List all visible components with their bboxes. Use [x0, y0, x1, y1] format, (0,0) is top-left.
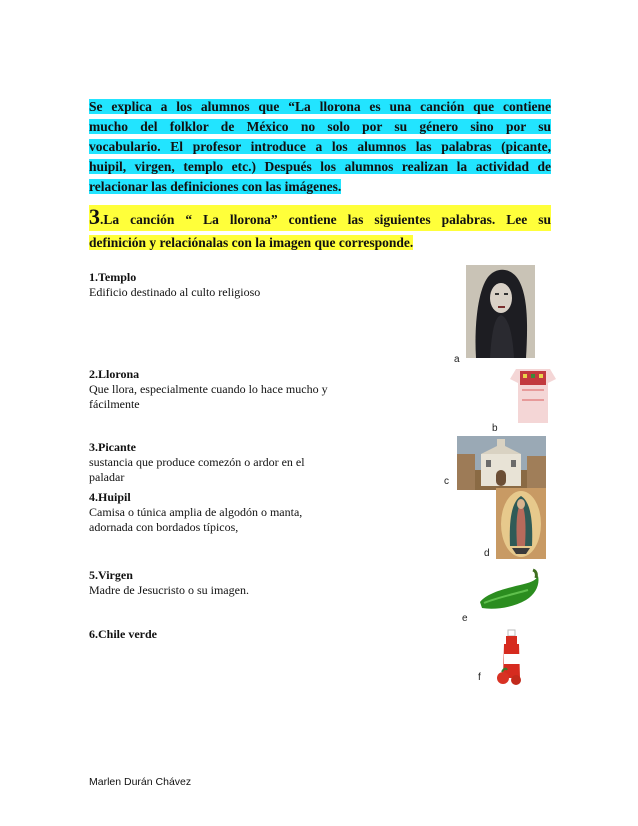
- image-label-b: b: [492, 423, 498, 434]
- task-number: 3: [89, 204, 100, 229]
- item-title: 1.Templo: [89, 270, 137, 284]
- intro-line: Se explica a los alumnos que “La llorona es una canción que contiene: [89, 99, 551, 114]
- item-llorona: [89, 367, 329, 412]
- item-definition: Edificio destinado al culto religioso: [89, 285, 261, 299]
- green-chile-image: [474, 568, 544, 618]
- intro-line: vocabulario. El profesor introduce a los alumnos las palabras (picante,: [89, 139, 551, 154]
- item-templo: [89, 270, 329, 300]
- image-label-e: e: [462, 613, 468, 624]
- task-line-1: 3.La canción “ La llorona” contiene las siguientes palabras. Lee su: [89, 204, 551, 229]
- woman-portrait-image: [466, 265, 535, 358]
- item-definition: Que llora, especialmente cuando lo hace mucho y fácilmente: [89, 382, 328, 411]
- church-temple-image: [457, 436, 546, 490]
- item-definition: Madre de Jesucristo o su imagen.: [89, 583, 249, 597]
- hot-sauce-bottle-image: [492, 628, 532, 688]
- virgin-of-guadalupe-image: [496, 488, 546, 559]
- item-picante: [89, 440, 329, 485]
- item-title: 2.Llorona: [89, 367, 140, 381]
- image-label-d: d: [484, 548, 490, 559]
- item-title: 4.Huipil: [89, 490, 131, 504]
- intro-line: huipil, virgen, templo etc.) Después los alumnos realizan la actividad de: [89, 159, 551, 174]
- image-label-a: a: [454, 354, 460, 365]
- item-title: 6.Chile verde: [89, 627, 157, 641]
- item-title: 3.Picante: [89, 440, 136, 454]
- item-virgen: [89, 568, 329, 598]
- item-definition: sustancia que produce comezón o ardor en el paladar: [89, 455, 305, 484]
- image-label-f: f: [478, 672, 481, 683]
- item-title: 5.Virgen: [89, 568, 133, 582]
- image-label-c: c: [444, 476, 449, 487]
- task-line-2: definición y relaciónalas con la imagen que corresponde.: [89, 235, 414, 250]
- embroidered-huipil-image: [508, 365, 558, 425]
- item-definition: Camisa o túnica amplia de algodón o manta, adornada con bordados típicos,: [89, 505, 303, 534]
- task-statement: [89, 205, 551, 254]
- intro-line: relacionar las definiciones con las imágenes.: [89, 179, 342, 194]
- intro-paragraph: [89, 97, 551, 197]
- item-huipil: [89, 490, 324, 535]
- item-chile-verde: [89, 627, 329, 642]
- intro-line: mucho del folklor de México no solo por su género sino por su: [89, 119, 551, 134]
- footer-author: Marlen Durán Chávez: [89, 776, 192, 788]
